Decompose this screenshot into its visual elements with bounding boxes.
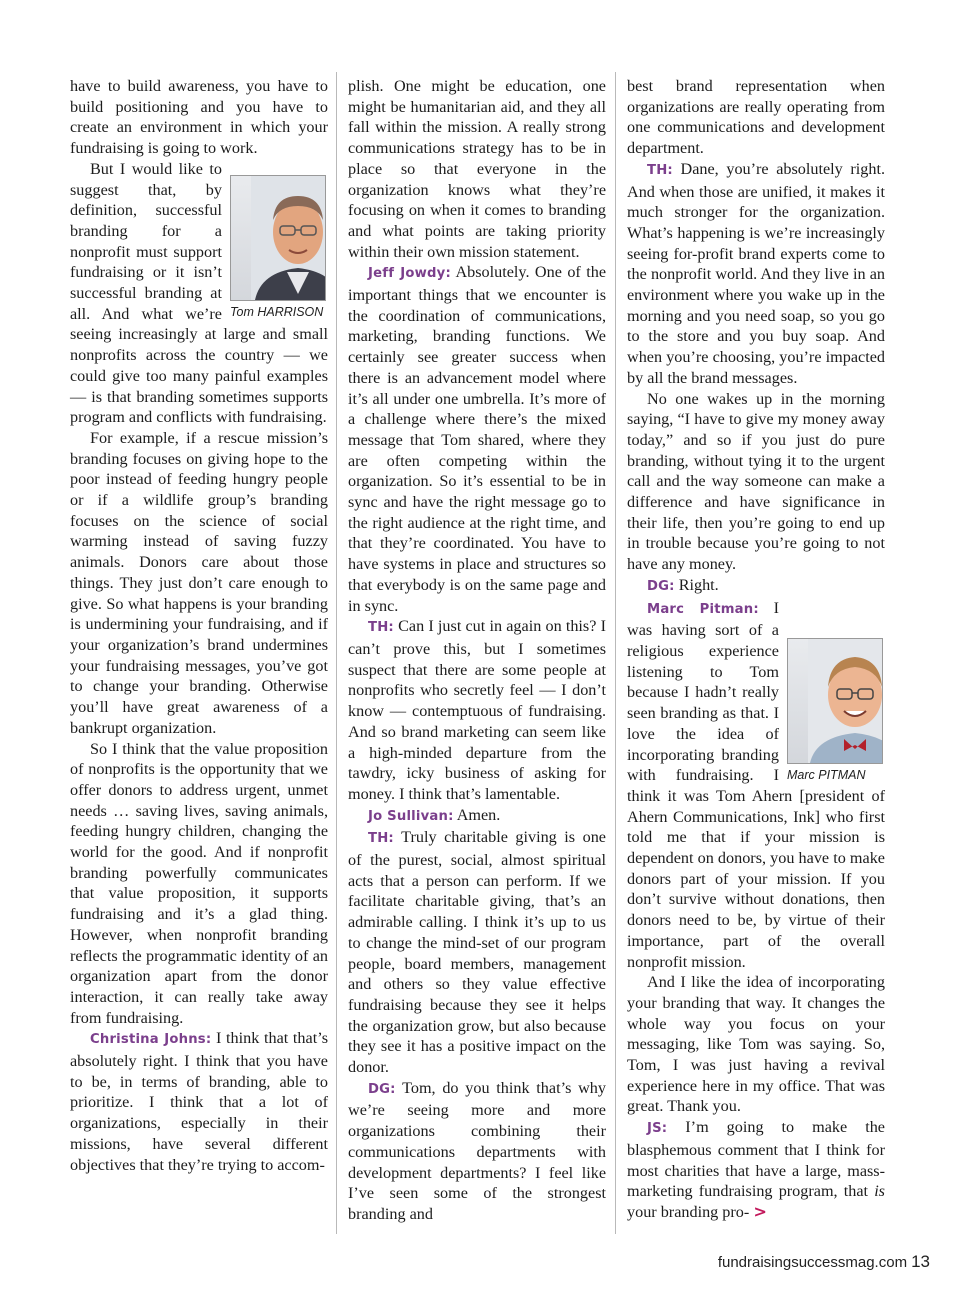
paragraph-text: I think that that’s absolutely right. I think that you have to be, in terms of branding, able to prioritize. I think that a lot of organizations, especially in their missions, have several different objectives that they’re trying to accom- — [70, 1029, 328, 1174]
portrait-illustration — [251, 176, 326, 300]
page-footer — [718, 1252, 930, 1272]
paragraph: For example, if a rescue mission’s branding focuses on giving hope to the poor instead of feeding hungry people or if a wildlife group’s branding focuses on the science of social warming instead of saving fuzzy animals. Donors care about those things. They just don’t care enough to give. So what happens is your branding is undermining your fundraising, and if your organization’s brand undermines your fundraising messages, you’ve got to change your branding. Otherwise you’ll have great awareness of a bankrupt organization. — [70, 428, 328, 737]
portrait-illustration — [808, 639, 883, 763]
column-rule-left — [336, 72, 337, 1234]
paragraph-text: Dane, you’re absolutely right. And when those are unified, it makes it much stronger for the organization. What’s happening is we’re increasingly seeing for-profit brand experts come to the nonprofit world. And they live in an environment where you wake up in the morning and you need soap, so you go to the store and you buy soap. And when you’re choosing, you’re impacted by all the brand messages. — [627, 159, 885, 387]
paragraph — [348, 262, 606, 616]
column-rule-right — [615, 72, 616, 1234]
page-number: 13 — [911, 1252, 930, 1271]
paragraph-text: I’m going to make the blasphemous comment that I think for most charities that have a large, mass-marketing fundraising program, that — [627, 1118, 885, 1201]
column-3 — [627, 76, 885, 1223]
paragraph — [627, 159, 885, 389]
speaker-name: JS: — [647, 1121, 668, 1137]
paragraph — [627, 598, 885, 973]
continue-arrow-icon: > — [753, 1201, 767, 1221]
paragraph — [348, 805, 606, 828]
photo-caption: Tom HARRISON — [230, 304, 324, 319]
speaker-name: Jo Sullivan: — [368, 808, 454, 824]
paragraph-text: Amen. — [453, 805, 501, 824]
paragraph — [348, 616, 606, 804]
speaker-name: Christina Johns: — [90, 1032, 212, 1048]
column-2 — [348, 76, 606, 1225]
paragraph: So I think that the value proposition of nonprofits is the opportunity that we offer donors to address urgent, unmet needs … saving lives, saving animals, feeding hungry children, changing the world for the good. And if nonprofit branding powerfully communicates that value proposition, it supports fundraising and it’s a glad thing. However, when nonprofit branding reflects the programmatic identity of an organization apart from the donor interaction, it can really take away from fundraising. — [70, 739, 328, 1027]
paragraph-text: Absolutely. One of the important things that we encounter is the coordination of communications, marketing, branding functions. We certainly see greater success when there is an advancement model where it’s all under one umbrella. It’s more of a challenge where there’s the mixed message that Tom shared, where they are often competing within the organization. So it’s essential to be in sync and have the right message go to the right audience at the right time, and that they’re coordinated. You have to have systems in place and structures so that everybody is on the same page and in sync. — [348, 263, 606, 615]
speaker-name: Jeff Jowdy: — [368, 266, 451, 282]
paragraph-text: But I would like to suggest that, by definition, successful branding for a nonprofit must support fundraising or it isn’t successful branding at all. And what we’re seeing increasingly at large and small nonprofits across the country — we could give too many painful examples — is that branding sometimes supports program and conflicts with fundraising. — [70, 159, 328, 427]
paragraph-text: I was having sort of a religious experience listening to Tom because I hadn’t really seen branding as that. I love the idea of incorporating branding with fundraising. I think it was Tom Ahern [president of Ahern Communications, Ink] who first told me that if your mission is dependent on donors, you have to make donors part of your mission. If you don’t survive without donations, then donors need to be, by virtue of their importance, part of the overall nonprofit mission. — [627, 598, 885, 971]
paragraph-text: Truly charitable giving is one of the purest, social, almost spiritual acts that a person can perform. If we facilitate charitable giving, that’s an admirable calling. I think it’s up to us to change the mind-set of our program people, board members, management and others so they value effective fundraising because they see it helps the organization grow, but also because they see it has a positive impact on the donor. — [348, 828, 606, 1077]
paragraph: No one wakes up in the morning saying, “I have to give my money away today,” and so if you just do pure branding, without tying it to the urgent call and the way someone can make a difference and have significance in their life, then you’re going to end up in trouble because you’re going to not have any money. — [627, 389, 885, 574]
speaker-name: TH: — [368, 831, 394, 847]
portrait-image — [787, 638, 883, 764]
paragraph-text: Right. — [674, 575, 719, 594]
speaker-name: TH: — [368, 620, 394, 636]
paragraph — [627, 1117, 885, 1223]
footer-site-url[interactable]: fundraisingsuccessmag.com — [717, 1254, 908, 1271]
portrait-image — [230, 175, 326, 301]
paragraph-text: your branding pro- — [627, 1202, 750, 1221]
paragraph — [627, 575, 885, 598]
photo-caption: Marc PITMAN — [787, 767, 866, 782]
paragraph — [70, 1028, 328, 1175]
photo-marc-pitman — [787, 638, 885, 783]
speaker-name: Marc Pitman: — [647, 601, 759, 617]
speaker-name: TH: — [647, 162, 673, 178]
speaker-name: DG: — [368, 1081, 396, 1097]
paragraph: best brand representation when organizations are really operating from one communications and development department. — [627, 77, 885, 158]
photo-tom-harrison — [230, 175, 328, 320]
paragraph — [348, 827, 606, 1077]
paragraph-text: Can I just cut in again on this? I can’t prove this, but I sometimes suspect that there are some people at nonprofits who secretly feel — I don’t know — contemptuous of fundraising. And so brand marketing can seem like a high-minded departure from the tawdry, icky business of asking for money. I think that’s lamentable. — [348, 617, 606, 803]
paragraph — [70, 159, 328, 428]
paragraph: have to build awareness, you have to build positioning and you have to create an environment in which your fundraising is going to work. — [70, 77, 328, 158]
speaker-name: DG: — [647, 578, 675, 594]
paragraph-text: Tom, do you think that’s why we’re seeing more and more organizations combining their communications departments with development departments? I feel like I’ve seen some of the strongest branding and — [348, 1078, 606, 1223]
paragraph — [348, 1078, 606, 1225]
paragraph: plish. One might be education, one might be humanitarian aid, and they all fall within the mission. A really strong communications strategy has to be in place so that everyone in the organization knows what they’re focusing on when it comes to branding and what points are taking priority within their own mission statement. — [348, 77, 606, 261]
emphasis-text: is — [874, 1182, 885, 1201]
column-1 — [70, 76, 328, 1175]
paragraph: And I like the idea of incorporating your branding that way. It changes the whole way you focus on your messaging, like Tom was saying. So, Tom, I was just having a revival experience here in my office. That was great. Thank you. — [627, 973, 885, 1116]
